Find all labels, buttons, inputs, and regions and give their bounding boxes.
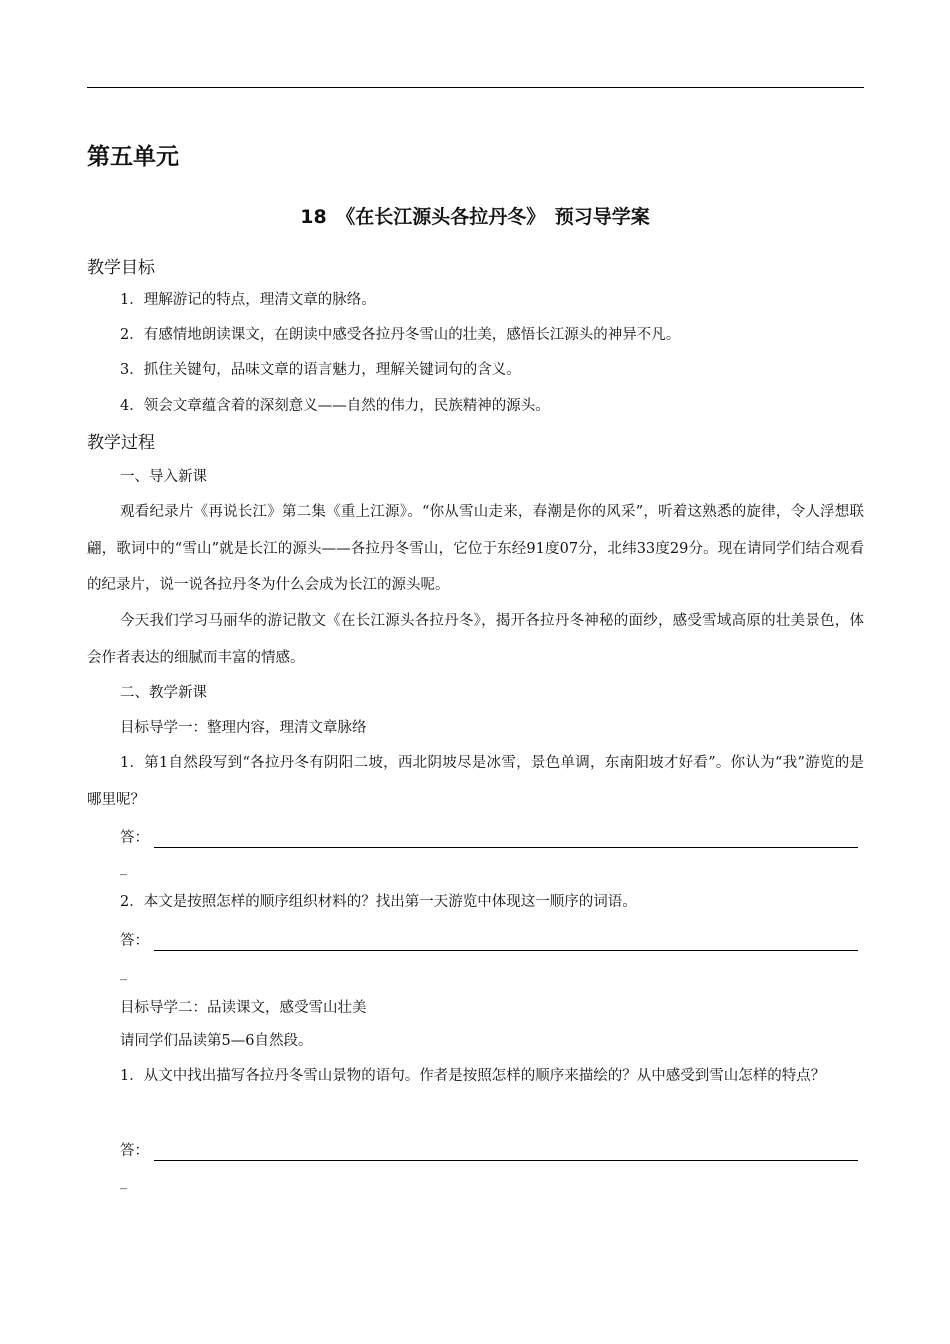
answer-underline xyxy=(154,950,858,951)
question-1: 1．第1自然段写到“各拉丹冬有阴阳二坡，西北阴坡尽是冰雪，景色单调，东南阳坡才好看”。你认为“我”游览的是哪里呢？ xyxy=(87,755,864,808)
objective-item: 4．领会文章蕴含着的深刻意义——自然的伟力，民族精神的源头。 xyxy=(120,398,550,414)
blank-mark: _ xyxy=(120,965,127,981)
answer-underline xyxy=(154,1160,858,1161)
goal-heading-2: 目标导学二：品读课文，感受雪山壮美 xyxy=(120,1000,367,1016)
intro-paragraph: 观看纪录片《再说长江》第二集《重上江源》。“你从雪山走来，春潮是你的风采”，听着这熟悉的旋律，令人浮想联翩，歌词中的“雪山”就是长江的源头——各拉丹冬雪山，它位于东经91度07分，北纬33度29分。现在请同学们结合观看的纪录片，说一说各拉丹冬为什么会成为长江的源头呢。 xyxy=(87,504,864,593)
objective-item: 2．有感情地朗读课文，在朗读中感受各拉丹冬雪山的壮美，感悟长江源头的神异不凡。 xyxy=(120,327,681,343)
part1-title: 一、导入新课 xyxy=(120,469,207,485)
unit-title: 第五单元 xyxy=(87,144,179,170)
blank-mark: _ xyxy=(120,860,127,876)
part2-title: 二、教学新课 xyxy=(120,685,207,701)
blank-mark: _ xyxy=(120,1174,127,1190)
answer-label: 答： xyxy=(120,830,149,846)
answer-label: 答： xyxy=(120,1143,149,1159)
objective-item: 3．抓住关键句，品味文章的语言魅力，理解关键词句的含义。 xyxy=(120,362,521,378)
process-heading: 教学过程 xyxy=(87,433,155,453)
intro-paragraph-2: 今天我们学习马丽华的游记散文《在长江源头各拉丹冬》，揭开各拉丹冬神秘的面纱，感受雪域高原的壮美景色，体会作者表达的细腻而丰富的情感。 xyxy=(87,613,864,666)
question-3: 1．从文中找出描写各拉丹冬雪山景物的语句。作者是按照怎样的顺序来描绘的？从中感受到雪山怎样的特点？ xyxy=(120,1068,826,1084)
lesson-title: 18 《在长江源头各拉丹冬》 预习导学案 xyxy=(300,206,650,228)
goal-heading-1: 目标导学一：整理内容，理清文章脉络 xyxy=(120,720,367,736)
header-rule xyxy=(87,87,864,88)
objective-item: 1．理解游记的特点，理清文章的脉络。 xyxy=(120,292,376,308)
question-2: 2．本文是按照怎样的顺序组织材料的？找出第一天游览中体现这一顺序的词语。 xyxy=(120,894,637,910)
objectives-heading: 教学目标 xyxy=(87,258,155,278)
instruction: 请同学们品读第5—6自然段。 xyxy=(120,1033,313,1049)
answer-underline xyxy=(154,847,858,848)
answer-label: 答： xyxy=(120,933,149,949)
